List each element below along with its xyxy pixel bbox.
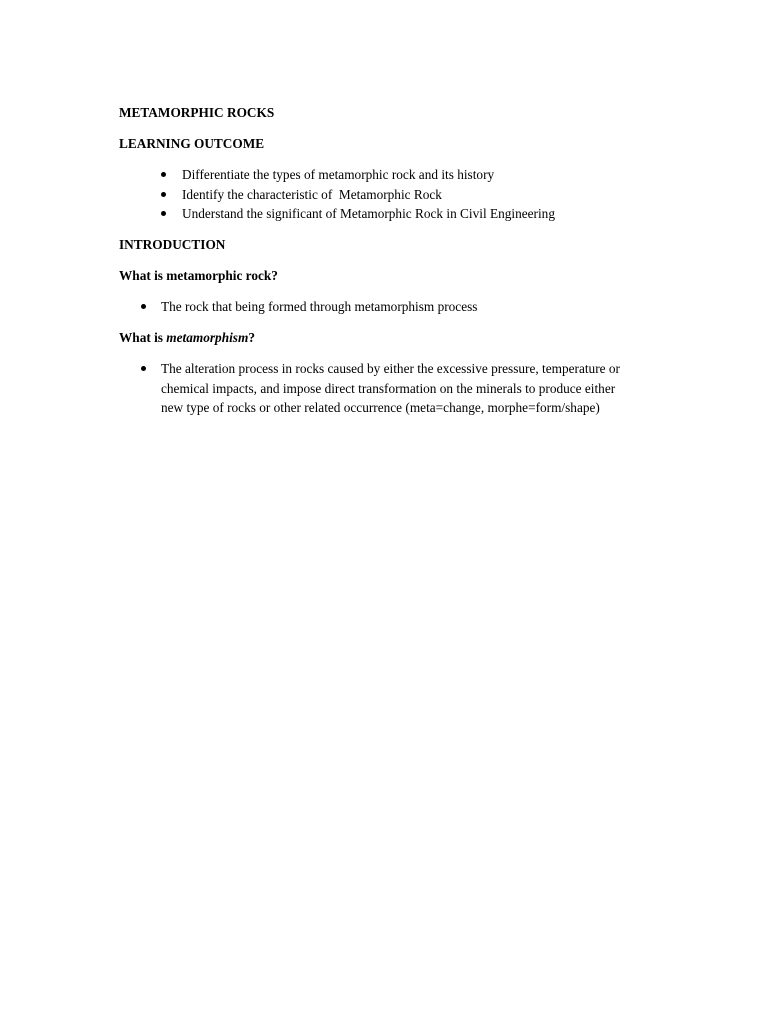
question-suffix: ? <box>248 330 255 345</box>
list-item <box>161 297 661 317</box>
question-metamorphic-rock: What is metamorphic rock? <box>119 268 278 283</box>
bullet-icon <box>141 366 146 371</box>
bullet-icon <box>161 211 166 216</box>
bullet-icon <box>141 304 146 309</box>
document-title: METAMORPHIC ROCKS <box>119 105 275 120</box>
list-item <box>182 165 682 185</box>
list-item <box>182 185 682 205</box>
metamorphic-rock-answer-list <box>161 297 661 317</box>
list-item-text: Identify the characteristic of Metamorphic Rock <box>182 186 442 202</box>
answer-line: The alteration process in rocks caused by either the excessive pressure, temperature or <box>161 361 620 376</box>
list-item-text: Differentiate the types of metamorphic rock and its history <box>182 167 495 182</box>
bullet-icon <box>161 172 166 177</box>
question-metamorphism <box>119 328 255 348</box>
bullet-icon <box>161 192 166 197</box>
list-item-text: Understand the significant of Metamorphic Rock in Civil Engineering <box>182 206 555 221</box>
question-term: metamorphism <box>166 330 249 345</box>
learning-outcome-list <box>182 165 682 224</box>
answer-line: new type of rocks or other related occurrence (meta=change, morphe=form/shape) <box>161 400 600 415</box>
list-item <box>161 359 661 418</box>
answer-line: chemical impacts, and impose direct transformation on the minerals to produce either <box>161 380 616 396</box>
list-item <box>182 204 682 224</box>
learning-outcome-heading: LEARNING OUTCOME <box>119 136 265 151</box>
list-item-text: The rock that being formed through metamorphism process <box>161 299 478 314</box>
introduction-heading: INTRODUCTION <box>119 237 226 252</box>
question-prefix: What is <box>119 330 167 345</box>
metamorphism-answer-list <box>161 359 661 418</box>
